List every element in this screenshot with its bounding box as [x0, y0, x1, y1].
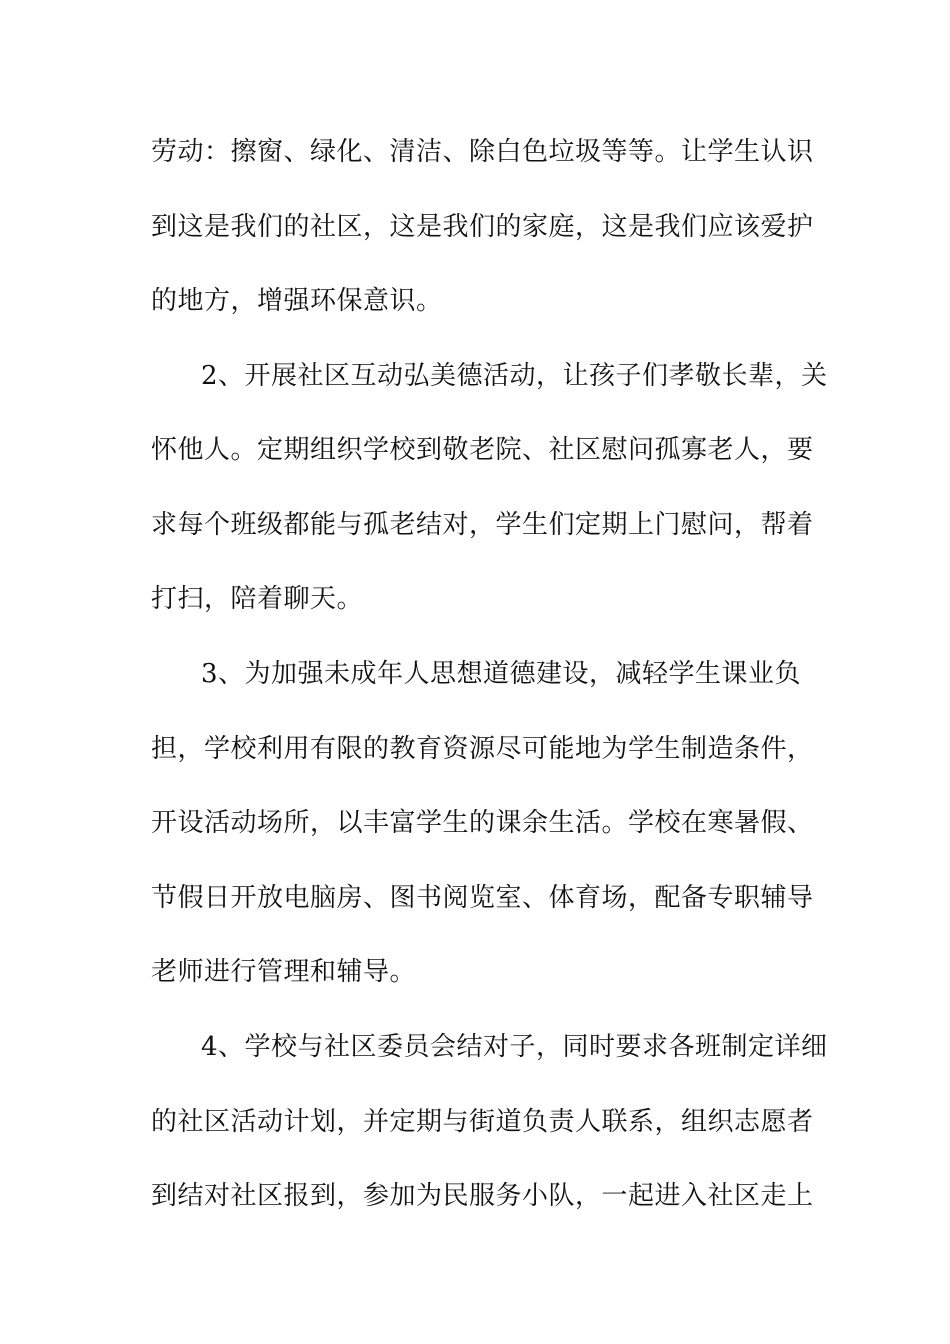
text-line: 老师进行管理和辅导。 [151, 957, 417, 987]
text-line: 的地方，增强环保意识。 [151, 286, 443, 316]
paragraph-3-first-line: 3、为加强未成年人思想道德建设，减轻学生课业负 [201, 659, 802, 689]
text-line: 劳动：擦窗、绿化、清洁、除白色垃圾等等。让学生认识 [151, 137, 814, 167]
text-line: 怀他人。定期组织学校到敬老院、社区慰问孤寡老人，要 [151, 435, 814, 465]
text-line: 的社区活动计划，并定期与街道负责人联系，组织志愿者 [151, 1107, 814, 1137]
paragraph-4-first-line: 4、学校与社区委员会结对子，同时要求各班制定详细 [201, 1032, 828, 1062]
text-line: 节假日开放电脑房、图书阅览室、体育场，配备专职辅导 [151, 883, 814, 913]
text-line: 到结对社区报到，参加为民服务小队，一起进入社区走上 [151, 1181, 814, 1211]
text-line: 开设活动场所，以丰富学生的课余生活。学校在寒暑假、 [151, 808, 814, 838]
text-line: 求每个班级都能与孤老结对，学生们定期上门慰问，帮着 [151, 510, 814, 540]
paragraph-2-first-line: 2、开展社区互动弘美德活动，让孩子们孝敬长辈，关 [201, 361, 828, 391]
text-line: 担，学校利用有限的教育资源尽可能地为学生制造条件， [151, 734, 814, 764]
text-line: 到这是我们的社区，这是我们的家庭，这是我们应该爱护 [151, 212, 814, 242]
text-line: 打扫，陪着聊天。 [151, 584, 364, 614]
